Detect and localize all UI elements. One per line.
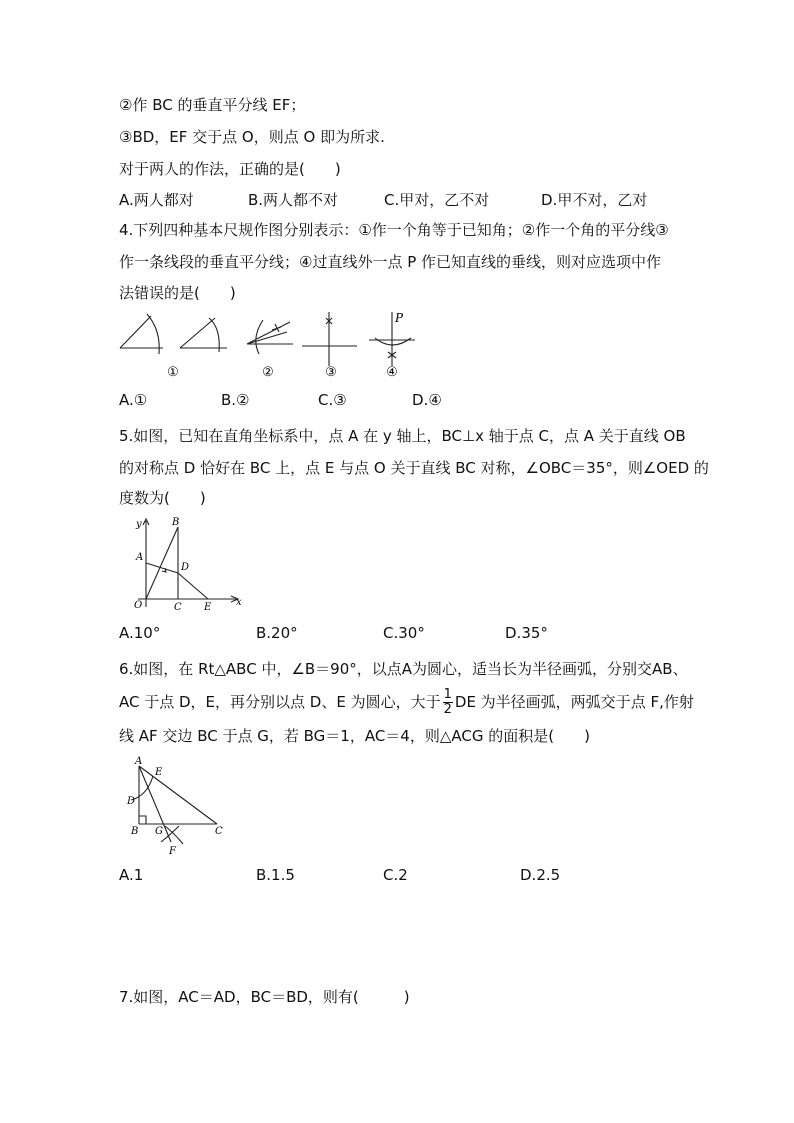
- q4-fig3-angle: [247, 322, 293, 344]
- q4-figure-label-2: ②: [262, 365, 274, 380]
- q6-option-d: D.2.5: [520, 866, 561, 884]
- q3-option-c: C.甲对，乙不对: [384, 191, 490, 209]
- q6-line2-end: DE 为半径画弧，两弧交于点 F,作射: [454, 693, 694, 711]
- q6-fraction-numerator: 1: [443, 687, 452, 702]
- q5-label-o: O: [134, 600, 143, 611]
- q6-line2: [119, 688, 694, 717]
- q3-question: 对于两人的作法，正确的是( ): [119, 160, 341, 178]
- q6-option-c: C.2: [383, 866, 408, 884]
- q6-option-a: A.1: [119, 866, 144, 884]
- q5-label-y: y: [136, 519, 142, 530]
- q5-option-b: B.20°: [256, 624, 298, 642]
- q4-point-p: P: [395, 311, 404, 325]
- q6-fraction-denominator: 2: [443, 702, 452, 717]
- q5-label-d: D: [181, 562, 190, 573]
- q6-label-a: A: [135, 756, 143, 767]
- q4-figure-label-3: ③: [325, 365, 337, 380]
- q4-fig3-arc: [256, 320, 263, 354]
- q6-label-g: G: [155, 826, 163, 837]
- q3-option-d: D.甲不对，乙对: [541, 191, 648, 209]
- q6-fraction: [443, 688, 453, 717]
- q3-step2: ②作 BC 的垂直平分线 EF；: [119, 96, 306, 114]
- q5-line3: 度数为( ): [119, 489, 206, 507]
- q4-line2: 作一条线段的垂直平分线；④过直线外一点 P 作已知直线的垂线，则对应选项中作: [119, 253, 662, 271]
- q4-fig5-arc: [375, 338, 411, 345]
- q4-line3: 法错误的是( ): [119, 284, 236, 302]
- q5-label-b: B: [172, 517, 180, 528]
- q6-right-angle: [139, 816, 146, 824]
- q6-line1: 6.如图，在 Rt△ABC 中，∠B＝90°，以点A为圆心，适当长为半径画弧，分别交AB、: [119, 660, 688, 678]
- q6-label-f: F: [169, 846, 176, 856]
- q6-label-e: E: [155, 767, 163, 778]
- q4-fig2-arc: [209, 318, 219, 352]
- q4-option-b: B.②: [221, 391, 250, 409]
- q5-label-x: x: [236, 597, 242, 608]
- q3-option-a: A.两人都对: [119, 191, 194, 209]
- q5-segment-ob: [146, 527, 178, 599]
- q5-option-c: C.30°: [383, 624, 425, 642]
- q4-option-c: C.③: [318, 391, 347, 409]
- q3-option-b: B.两人都不对: [248, 191, 339, 209]
- q5-figure: [118, 515, 248, 615]
- q4-fig2-angle: [180, 318, 227, 348]
- q5-option-a: A.10°: [119, 624, 161, 642]
- q4-option-d: D.④: [412, 391, 442, 409]
- q6-label-d: D: [127, 796, 136, 807]
- q4-figure-label-4: ④: [386, 365, 398, 380]
- q5-line2: 的对称点 D 恰好在 BC 上，点 E 与点 O 关于直线 BC 对称，∠OBC＝35°，则∠OED 的: [119, 459, 709, 477]
- q4-line1: 4.下列四种基本尺规作图分别表示：①作一个角等于已知角；②作一个角的平分线③: [119, 221, 669, 239]
- q7-line1: 7.如图，AC＝AD，BC＝BD，则有( ): [119, 988, 410, 1006]
- q6-label-b: B: [131, 826, 139, 837]
- q5-label-c: C: [174, 602, 182, 613]
- q5-line1: 5.如图，已知在直角坐标系中，点 A 在 y 轴上，BC⊥x 轴于点 C，点 A 关于直线 OB: [119, 427, 686, 445]
- q4-figure: [115, 308, 425, 384]
- q5-option-d: D.35°: [505, 624, 548, 642]
- q5-segment-de: [178, 573, 208, 599]
- q5-label-a: A: [136, 552, 144, 563]
- q6-figure: [125, 756, 237, 856]
- q6-line2-start: AC 于点 D，E，再分别以点 D、E 为圆心，大于: [119, 693, 441, 711]
- q6-line3: 线 AF 交边 BC 于点 G，若 BG＝1，AC＝4，则△ACG 的面积是( ): [119, 727, 590, 745]
- q3-step3: ③BD，EF 交于点 O，则点 O 即为所求.: [119, 128, 385, 146]
- q4-option-a: A.①: [119, 391, 148, 409]
- q5-label-e: E: [204, 602, 212, 613]
- q6-option-b: B.1.5: [256, 866, 295, 884]
- q4-figure-label-1: ①: [167, 365, 179, 380]
- q6-label-c: C: [215, 826, 223, 837]
